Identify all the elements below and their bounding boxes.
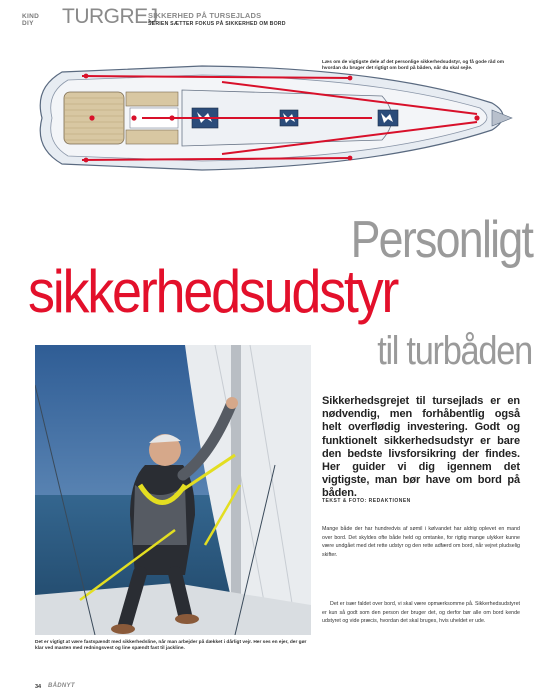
headline-line-3: til turbåden [377, 329, 532, 373]
photo-caption: Det er vigtigt at være fastspændt med sikkerhedsline, når man arbejder på dækket i dårligt vejr. Her ses en ejer, der gør klar ved masten med redningsvest og line spændt fast til jackline. [35, 640, 307, 651]
section-title: TURGREJ [62, 5, 158, 28]
section-label-line2: DIY [22, 20, 34, 27]
section-label-line1: KIND [22, 13, 40, 20]
article-body-paragraph-2: Det er især faldet over bord, vi skal være opmærksomme på. Sikkerhedsudstyret er kun så godt som den person der bruger det, og derfor bør alle om bord kende udstyret og vide præcis, hvordan det skal bruges, hvis uheldet er ude. [322, 601, 520, 625]
section-subtitle: SIKKERHED PÅ TURSEJLADS [148, 11, 262, 20]
diagram-caption: Læs om de vigtigste dele af det personlige sikkerhedsudstyr, og få gode råd om hvordan du bruger det rigtigt om bord på båden, når du skal sejle. [322, 60, 505, 71]
publication-logo: BÅDNYT [48, 683, 75, 689]
page-number: 34 [35, 684, 42, 690]
article-byline: TEKST & FOTO: REDAKTIONEN [322, 498, 411, 504]
section-label [22, 13, 39, 27]
headline-line-2: sikkerhedsudstyr [28, 258, 398, 325]
article-body-paragraph-1: Mange både der har hundredvis af sømil i kølvandet har aldrig oplevet en mand over bord. Det skyldes ofte både held og omtanke, for rigtig mange ulykker kunne være undgået med det rette udstyr og den rette adfærd om bord, når vejret pludselig skifter. [322, 526, 520, 558]
article-intro: Sikkerhedsgrejet til tursejlads er en nødvendig, men forhåbentlig også helt overflødig investering. Godt og funktionelt sikkerhedsudstyr er bare den bedste livsforsikring der findes. Her guider vi dig igennem det vigtigste, man bør have om bord på båden. [322, 395, 520, 500]
section-subtitle-small: SERIEN SÆTTER FOKUS PÅ SIKKERHED OM BORD [148, 21, 286, 27]
headline-line-1: Personligt [350, 211, 532, 269]
sailor-at-mast-photo [35, 345, 311, 635]
boat-deck-diagram [22, 48, 532, 218]
